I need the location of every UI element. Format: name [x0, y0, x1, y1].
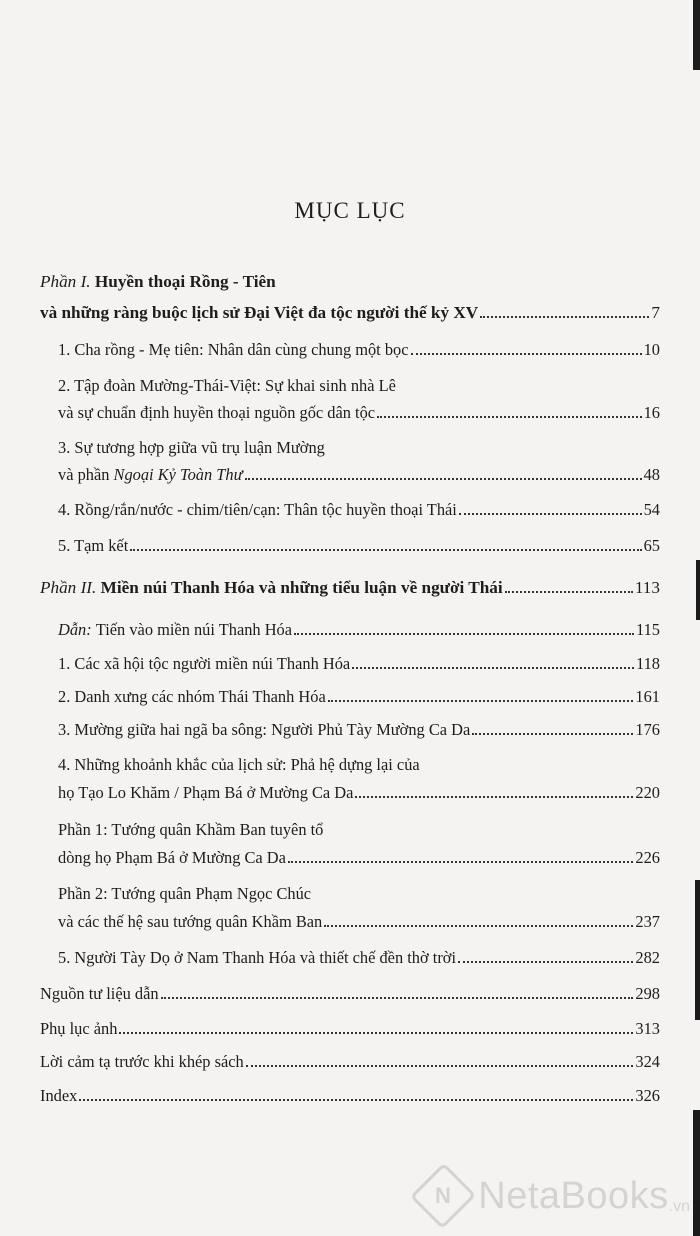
- entry-title: và các thế hệ sau tướng quân Khầm Ban: [58, 912, 323, 931]
- toc-entry: [58, 536, 660, 556]
- entry-title: 2. Tập đoàn Mường-Thái-Việt: Sự khai sinh nhà Lê: [58, 376, 396, 395]
- entry-title: họ Tạo Lo Khăm / Phạm Bá ở Mường Ca Da: [58, 783, 354, 802]
- leader-dots: [411, 352, 642, 355]
- toc-entry: [58, 720, 660, 740]
- entry-title: 1. Cha rồng - Mẹ tiên: Nhân dân cùng chung một bọc: [58, 340, 409, 359]
- toc-entry: [58, 848, 660, 868]
- page-number: 176: [635, 720, 660, 739]
- page-edge-shadow: [695, 880, 700, 1020]
- page-number: 65: [643, 536, 660, 555]
- toc-entry: [58, 465, 660, 485]
- part-label: Phần I.: [40, 272, 91, 291]
- page-number: 48: [643, 465, 660, 484]
- page-number: 115: [636, 620, 660, 639]
- page-number: 113: [634, 578, 660, 597]
- entry-title: và phần: [58, 465, 114, 484]
- entry-title: và những ràng buộc lịch sử Đại Việt đa tộc người thế kỷ XV: [40, 303, 479, 322]
- toc-entry: [58, 654, 660, 674]
- leader-dots: [505, 590, 633, 593]
- toc-entry: [58, 948, 660, 968]
- entry-title: 1. Các xã hội tộc người miền núi Thanh Hóa: [58, 654, 351, 673]
- leader-dots: [130, 548, 641, 551]
- toc-entry: [58, 620, 660, 640]
- part-label: Phần II.: [40, 578, 97, 597]
- entry-title: Index: [40, 1086, 78, 1105]
- page-title: MỤC LỤC: [294, 198, 406, 223]
- part-title: Huyền thoại Rồng - Tiên: [94, 272, 276, 291]
- leader-dots: [324, 924, 633, 927]
- leader-dots: [294, 632, 634, 635]
- page-number: 324: [635, 1052, 660, 1071]
- page-number: 226: [635, 848, 660, 867]
- leader-dots: [246, 1064, 634, 1067]
- leader-dots: [472, 732, 633, 735]
- page-number: 7: [651, 303, 660, 322]
- toc-entry: [40, 1052, 660, 1072]
- toc-entry: [40, 1019, 660, 1039]
- page-number: 10: [643, 340, 660, 359]
- page-number: 54: [643, 500, 660, 519]
- page-number: 161: [635, 687, 660, 706]
- leader-dots: [480, 315, 649, 318]
- page-edge-shadow: [696, 560, 700, 620]
- leader-dots: [377, 415, 642, 418]
- page-number: 237: [635, 912, 660, 931]
- toc-part-2-heading: [40, 578, 660, 598]
- entry-title: Tiến vào miền núi Thanh Hóa: [95, 620, 293, 639]
- entry-title: 4. Rồng/rắn/nước - chim/tiên/cạn: Thân tộc huyền thoại Thái: [58, 500, 457, 519]
- toc-part-1-heading: [40, 272, 660, 292]
- toc-entry: [58, 500, 660, 520]
- leader-dots: [328, 699, 634, 702]
- leader-dots: [352, 666, 634, 669]
- toc-entry: [58, 912, 660, 932]
- entry-title: Nguồn tư liệu dẫn: [40, 984, 159, 1003]
- leader-dots: [161, 996, 634, 999]
- netabooks-logo-icon: N: [410, 1163, 477, 1230]
- page-edge-shadow: [693, 0, 700, 70]
- leader-dots: [458, 960, 633, 963]
- entry-title: 5. Tạm kết: [58, 536, 129, 555]
- toc-entry: [58, 376, 660, 396]
- watermark-logo: [420, 1170, 690, 1222]
- entry-title: Phụ lục ảnh: [40, 1019, 118, 1038]
- leader-dots: [459, 512, 642, 515]
- leader-dots: [245, 477, 642, 480]
- entry-title: dòng họ Phạm Bá ở Mường Ca Da: [58, 848, 286, 867]
- entry-title: Phần 1: Tướng quân Khầm Ban tuyên tổ: [58, 820, 324, 839]
- entry-title: 3. Mường giữa hai ngã ba sông: Người Phủ Tày Mường Ca Da: [58, 720, 471, 739]
- page-number: 313: [635, 1019, 660, 1038]
- toc-entry: [40, 1086, 660, 1106]
- toc-entry: [58, 438, 660, 458]
- toc-entry: [58, 403, 660, 423]
- page-number: 220: [635, 783, 660, 802]
- page-number: 298: [635, 984, 660, 1003]
- entry-label: Dẫn:: [58, 620, 92, 639]
- toc-entry: [40, 984, 660, 1004]
- watermark-suffix: .vn: [668, 1198, 690, 1215]
- leader-dots: [119, 1031, 633, 1034]
- entry-title: và sự chuẩn định huyền thoại nguồn gốc dân tộc: [58, 403, 376, 422]
- toc-entry: [58, 755, 660, 775]
- entry-title: 2. Danh xưng các nhóm Thái Thanh Hóa: [58, 687, 326, 706]
- leader-dots: [355, 795, 633, 798]
- page-number: 118: [636, 654, 660, 673]
- page-number: 16: [643, 403, 660, 422]
- toc-entry: [58, 340, 660, 360]
- part-title: Miền núi Thanh Hóa và những tiểu luận về người Thái: [100, 578, 503, 597]
- entry-title-italic: Ngoại Kỷ Toàn Thư: [113, 465, 243, 484]
- leader-dots: [79, 1098, 633, 1101]
- page-edge-shadow: [693, 1110, 700, 1236]
- toc-entry: [58, 820, 660, 840]
- watermark-text: NetaBooks: [478, 1174, 669, 1217]
- entry-title: Phần 2: Tướng quân Phạm Ngọc Chúc: [58, 884, 312, 903]
- toc-entry: [58, 687, 660, 707]
- entry-title: 4. Những khoảnh khắc của lịch sử: Phả hệ dựng lại của: [58, 755, 420, 774]
- page-number: 282: [635, 948, 660, 967]
- entry-title: 5. Người Tày Dọ ở Nam Thanh Hóa và thiết chế đền thờ trời: [58, 948, 456, 967]
- entry-title: 3. Sự tương hợp giữa vũ trụ luận Mường: [58, 438, 325, 457]
- entry-title: Lời cảm tạ trước khi khép sách: [40, 1052, 244, 1071]
- page-number: 326: [635, 1086, 660, 1105]
- toc-entry: [58, 783, 660, 803]
- leader-dots: [288, 860, 634, 863]
- toc-entry: [58, 884, 660, 904]
- toc-entry: [40, 303, 660, 323]
